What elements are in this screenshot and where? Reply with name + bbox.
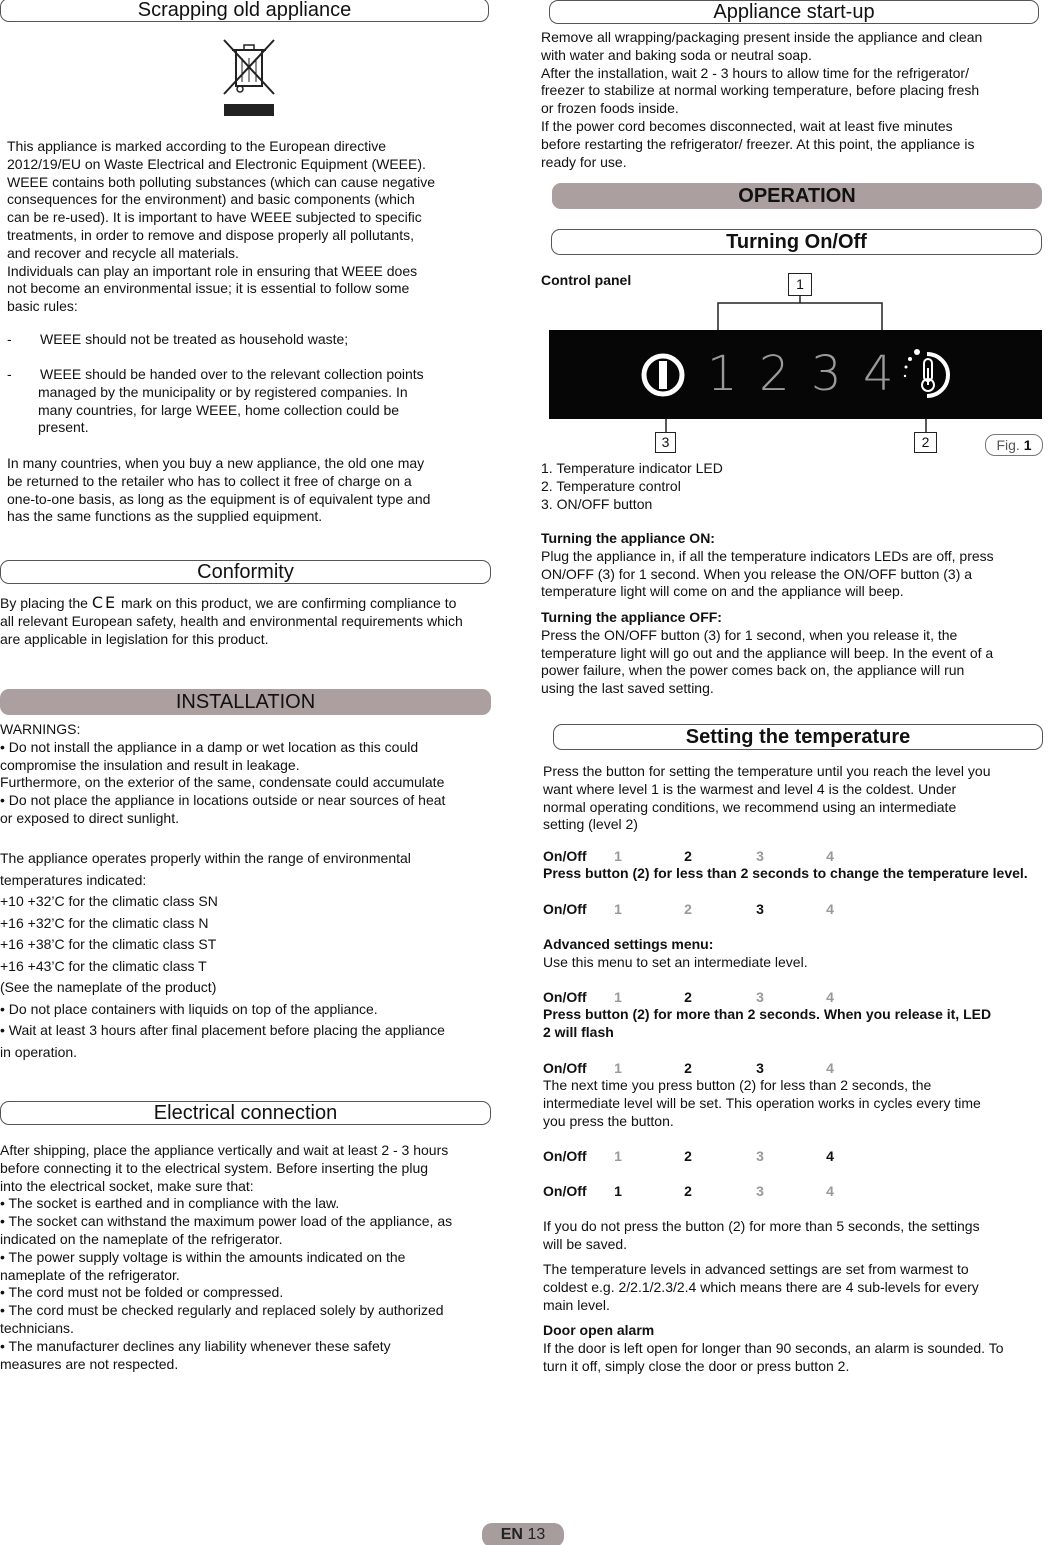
control-panel — [549, 330, 1042, 419]
level-row-6: On/Off 1 2 3 4 — [543, 1183, 834, 1199]
startup-header: Appliance start-up — [549, 0, 1039, 24]
electrical-header: Electrical connection — [0, 1101, 491, 1125]
ce-mark: CE — [91, 593, 118, 612]
level-row-4: On/Off 1 2 3 4 — [543, 1060, 834, 1076]
operation-header: OPERATION — [552, 183, 1042, 209]
level-row-2: On/Off 1 2 3 4 — [543, 901, 834, 917]
weee-bullet-2: - WEEE should be handed over to the relevant collection points managed by the municipality or by registered companies. In many countries, for large WEEE, home collection could be present. — [7, 366, 424, 436]
door-alarm-section: Door open alarm If the door is left open for longer than 90 seconds, an alarm is sounded. To turn it off, simply close the door or press button 2. — [543, 1322, 1004, 1374]
startup-text: Remove all wrapping/packaging present inside the appliance and clean with water and baking soda or neutral soap. After the installation, wait 2 - 3 hours to allow time for the refrigerator/ freezer to stabilize at normal working temperature, before placing fresh or frozen foods inside. If the power cord becomes disconnected, wait at least five minutes before restarting the refrigerator/ freezer. At this point, the appliance is ready for use. — [541, 29, 983, 170]
flashing-led-3: 3 — [750, 1060, 770, 1077]
note-long-press: Press button (2) for more than 2 seconds. When you release it, LED 2 will flash — [543, 1006, 992, 1040]
led-1: 1 — [707, 346, 738, 402]
callout-1-bracket — [715, 295, 885, 331]
crossed-out-wheelie-bin-icon — [220, 38, 278, 118]
led-3: 3 — [811, 346, 842, 402]
note-short-press: Press button (2) for less than 2 seconds to change the temperature level. — [543, 865, 1028, 881]
led-4: 4 — [863, 346, 894, 402]
figure-label: Fig. 1 — [985, 434, 1043, 456]
next-press-text: The next time you press button (2) for less than 2 seconds, the intermediate level will be set. This operation works in cycles every time you press the button. — [543, 1077, 981, 1129]
flashing-led-2: 2 — [678, 989, 698, 1006]
callout-3-line — [660, 419, 672, 433]
callout-2-line — [920, 419, 932, 433]
sublevels-text: The temperature levels in advanced settings are set from warmest to coldest e.g. 2/2.1/2.3/2.4 which means there are 4 sub-levels for every main level. — [543, 1261, 979, 1313]
control-legend: 1. Temperature indicator LED 2. Temperature control 3. ON/OFF button — [541, 460, 723, 512]
led-2: 2 — [759, 346, 790, 402]
flashing-led-4: 4 — [820, 1148, 840, 1165]
advanced-settings: Advanced settings menu: Use this menu to set an intermediate level. — [543, 936, 808, 970]
conformity-header: Conformity — [0, 560, 491, 584]
callout-1: 1 — [788, 273, 812, 296]
flashing-led-1: 1 — [608, 1183, 628, 1200]
scrapping-header: Scrapping old appliance — [0, 0, 489, 22]
electrical-text: After shipping, place the appliance vertically and wait at least 2 - 3 hours before connecting it to the electrical system. Before inserting the plug into the electrical socket, make sure that: • The socket is earthed and in compliance with the law. • The socket can withstand the maximum power load of the appliance, as indicated on the nameplate of the refrigerator. • The power supply voltage is within the amounts indicated on the nameplate of the refrigerator. • The cord must not be folded or compressed. • The cord must be checked regularly and replaced solely by authorized technicians. • The manufacturer declines any liability whenever these safety measures are not respected. — [0, 1142, 453, 1372]
installation-warnings: WARNINGS: • Do not install the appliance in a damp or wet location as this could compromise the insulation and result in leakage. Furthermore, on the exterior of the same, condensate could accumulate • Do not place the appliance in locations outside or near sources of heat or exposed to direct sunlight. — [0, 721, 446, 826]
level-row-1: On/Off 1 2 3 4 — [543, 848, 834, 864]
thermometer-button-icon[interactable] — [901, 346, 957, 404]
conformity-text: By placing the CE mark on this product, we are confirming compliance to all relevant European safety, health and environmental requirements which are applicable in legislation for this product. — [0, 593, 463, 647]
turning-onoff-header: Turning On/Off — [551, 229, 1042, 255]
installation-environment: The appliance operates properly within the range of environmental temperatures indicated: +10 +32’C for the climatic class SN +16 +32’C for the climatic class N +16 +38’C for the climatic class ST +16 +43’C for the climatic class T (See the nameplate of the product) • Do not place containers with liquids on top of the appliance. • Wait at least 3 hours after final placement before placing the appliance in operation. — [0, 850, 445, 1060]
callout-2: 2 — [914, 432, 937, 453]
save-settings-text: If you do not press the button (2) for more than 5 seconds, the settings will be saved. — [543, 1218, 980, 1252]
scrapping-closing: In many countries, when you buy a new appliance, the old one may be returned to the retailer who has to collect it free of charge on a one-to-one basis, as long as the equipment is of equivalent type and has the same functions as the supplied equipment. — [7, 455, 431, 525]
callout-3: 3 — [655, 432, 676, 453]
setting-temperature-header: Setting the temperature — [553, 724, 1043, 750]
level-row-3: On/Off 1 2 3 4 — [543, 989, 834, 1005]
temperature-led-digits — [707, 344, 915, 404]
level-row-5: On/Off 1 2 3 4 — [543, 1148, 843, 1165]
weee-bullet-1: - WEEE should not be treated as household waste; — [7, 331, 349, 347]
temperature-intro: Press the button for setting the temperature until you reach the level you want where level 1 is the warmest and level 4 is the coldest. Under normal operating conditions, we recommend using an intermediate setting (level 2) — [543, 763, 991, 833]
installation-header: INSTALLATION — [0, 689, 491, 715]
page-number-badge: EN 13 — [482, 1523, 564, 1545]
power-button-icon[interactable] — [638, 350, 688, 400]
turning-on-section: Turning the appliance ON: Plug the appliance in, if all the temperature indicators LEDs are off, press ON/OFF (3) for 1 second. When you release the ON/OFF button (3) a temperature light will come on and the appliance will beep. — [541, 530, 994, 600]
control-panel-label: Control panel — [541, 272, 632, 288]
scrapping-text: This appliance is marked according to the European directive 2012/19/EU on Waste Electrical and Electronic Equipment (WEEE). WEEE contains both polluting substances (which can cause negative consequences for the environment) and basic components (which can be re-used). It is important to have WEEE subjected to specific treatments, in order to remove and dispose properly all pollutants, and recover and recycle all materials. Individuals can play an important role in ensuring that WEEE does not become an environmental issue; it is essential to follow some basic rules: — [7, 138, 436, 315]
turning-off-section: Turning the appliance OFF: Press the ON/OFF button (3) for 1 second, when you release it, the temperature light will go out and the appliance will beep. In the event of a power failure, when the power comes back on, the appliance will run using the last saved setting. — [541, 609, 994, 697]
